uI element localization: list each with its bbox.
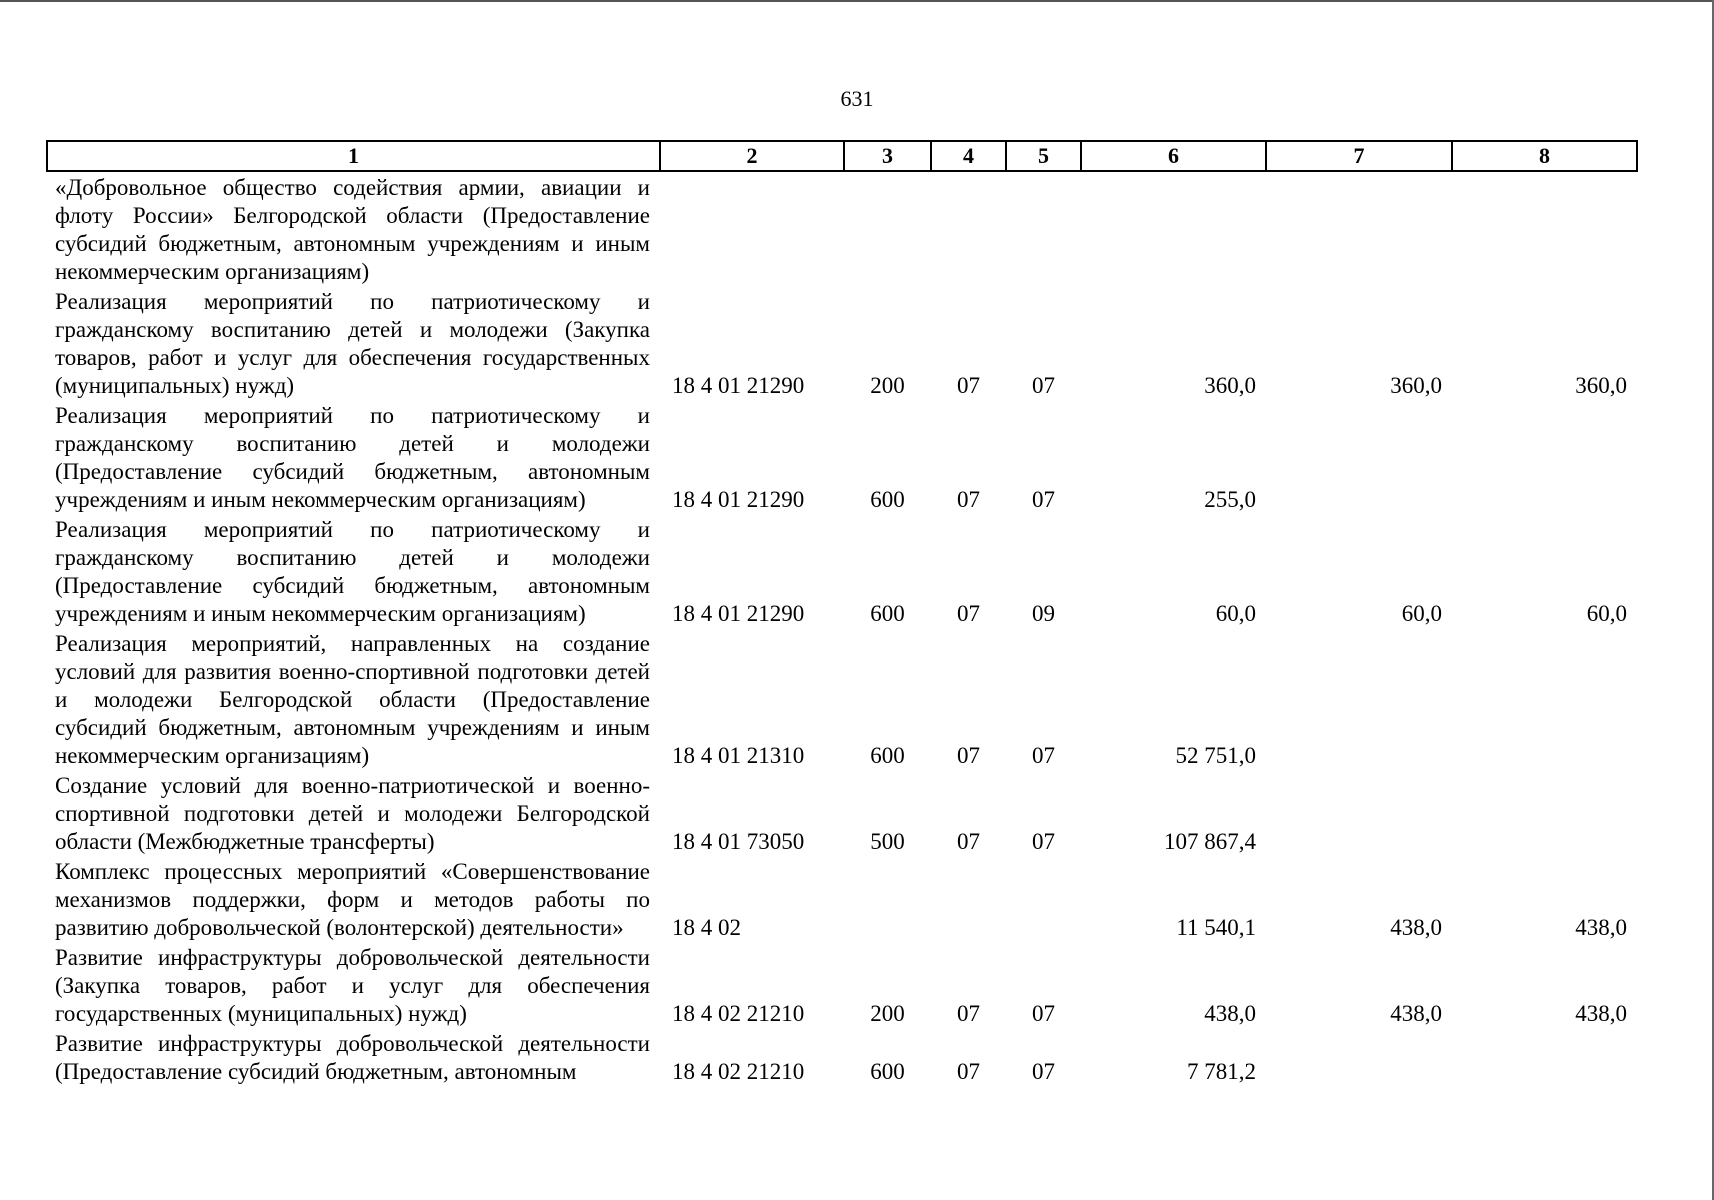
row-amount-1: 255,0 bbox=[1204, 487, 1256, 512]
row-section: 07 bbox=[957, 829, 980, 854]
row-name: Развитие инфраструктуры добровольческой деятельности (Предоставление субсидий бюджетным, автономным bbox=[55, 1031, 650, 1084]
table-row bbox=[47, 770, 1637, 856]
table-row bbox=[47, 942, 1637, 1028]
header-cell: 7 bbox=[1266, 141, 1452, 171]
row-expense-type: 600 bbox=[870, 1059, 905, 1084]
row-section: 07 bbox=[957, 1001, 980, 1026]
row-subsection: 07 bbox=[1032, 1001, 1055, 1026]
row-section bbox=[931, 171, 1006, 286]
row-section: 07 bbox=[957, 373, 980, 398]
row-amount-3 bbox=[1452, 628, 1637, 770]
row-amount-2: 438,0 bbox=[1390, 1001, 1442, 1026]
row-expense-type: 600 bbox=[870, 743, 905, 768]
row-amount-2 bbox=[1266, 770, 1452, 856]
row-subsection: 07 bbox=[1032, 829, 1055, 854]
row-section: 07 bbox=[957, 1059, 980, 1084]
row-subsection: 07 bbox=[1032, 373, 1055, 398]
row-name: Реализация мероприятий по патриотическому и гражданскому воспитанию детей и молодежи (Закупка товаров, работ и услуг для обеспечения государственных (муниципальных) нужд) bbox=[55, 289, 650, 398]
row-amount-1: 107 867,4 bbox=[1164, 829, 1256, 854]
row-code: 18 4 01 21290 bbox=[672, 487, 805, 512]
row-expense-type: 600 bbox=[870, 487, 905, 512]
row-name: Реализация мероприятий, направленных на создание условий для развития военно-спортивной подготовки детей и молодежи Белгородской области (Предоставление субсидий бюджетным, автономным учреждениям и иным некоммерческим организациям) bbox=[55, 631, 650, 768]
row-name: Комплекс процессных мероприятий «Совершенствование механизмов поддержки, форм и методов работы по развитию добровольческой (волонтерской) деятельности» bbox=[55, 859, 650, 940]
row-code: 18 4 02 21210 bbox=[672, 1059, 805, 1084]
header-cell: 4 bbox=[931, 141, 1006, 171]
row-code bbox=[660, 171, 844, 286]
row-expense-type: 200 bbox=[870, 373, 905, 398]
header-cell: 2 bbox=[660, 141, 844, 171]
row-name: Развитие инфраструктуры добровольческой деятельности (Закупка товаров, работ и услуг для обеспечения государственных (муниципальных) нужд) bbox=[55, 945, 650, 1026]
row-subsection bbox=[1006, 856, 1081, 942]
row-amount-2 bbox=[1266, 171, 1452, 286]
table-row bbox=[47, 171, 1637, 286]
table-row bbox=[47, 400, 1637, 514]
row-expense-type: 500 bbox=[870, 829, 905, 854]
row-name: Реализация мероприятий по патриотическому и гражданскому воспитанию детей и молодежи (Предоставление субсидий бюджетным, автономным учреждениям и иным некоммерческим организациям) bbox=[55, 403, 650, 512]
row-name: Создание условий для военно-патриотической и военно-спортивной подготовки детей и молодежи Белгородской области (Межбюджетные трансферты) bbox=[55, 773, 650, 854]
row-code: 18 4 02 bbox=[672, 915, 741, 940]
row-code: 18 4 01 21290 bbox=[672, 373, 805, 398]
row-code: 18 4 01 21290 bbox=[672, 601, 805, 626]
row-expense-type bbox=[844, 171, 931, 286]
row-amount-3: 438,0 bbox=[1575, 915, 1627, 940]
row-name: «Добровольное общество содействия армии, авиации и флоту России» Белгородской области (Предоставление субсидий бюджетным, автономным учреждениям и иным некоммерческим организациям) bbox=[55, 175, 650, 284]
row-section: 07 bbox=[957, 601, 980, 626]
row-amount-1: 360,0 bbox=[1204, 373, 1256, 398]
table-row bbox=[47, 628, 1637, 770]
row-amount-1: 52 751,0 bbox=[1175, 743, 1256, 768]
row-section: 07 bbox=[957, 743, 980, 768]
header-cell: 1 bbox=[47, 141, 660, 171]
table-row bbox=[47, 286, 1637, 400]
row-subsection: 07 bbox=[1032, 1059, 1055, 1084]
table-row bbox=[47, 514, 1637, 628]
row-amount-1: 7 781,2 bbox=[1187, 1059, 1256, 1084]
budget-table bbox=[46, 140, 1638, 1086]
row-expense-type: 200 bbox=[870, 1001, 905, 1026]
row-amount-3: 360,0 bbox=[1575, 373, 1627, 398]
row-amount-1 bbox=[1081, 171, 1266, 286]
row-code: 18 4 01 73050 bbox=[672, 829, 805, 854]
table-row bbox=[47, 1028, 1637, 1086]
row-code: 18 4 01 21310 bbox=[672, 743, 805, 768]
row-subsection: 07 bbox=[1032, 743, 1055, 768]
header-cell: 3 bbox=[844, 141, 931, 171]
header-cell: 6 bbox=[1081, 141, 1266, 171]
header-cell: 8 bbox=[1452, 141, 1637, 171]
scan-edge-top bbox=[0, 0, 1714, 2]
row-amount-2: 60,0 bbox=[1401, 601, 1442, 626]
row-section: 07 bbox=[957, 487, 980, 512]
row-amount-3 bbox=[1452, 770, 1637, 856]
row-amount-1: 438,0 bbox=[1204, 1001, 1256, 1026]
row-name: Реализация мероприятий по патриотическому и гражданскому воспитанию детей и молодежи (Предоставление субсидий бюджетным, автономным учреждениям и иным некоммерческим организациям) bbox=[55, 517, 650, 626]
row-amount-2 bbox=[1266, 1028, 1452, 1086]
table-row bbox=[47, 856, 1637, 942]
row-subsection: 09 bbox=[1032, 601, 1055, 626]
row-amount-2: 438,0 bbox=[1390, 915, 1442, 940]
row-amount-2 bbox=[1266, 628, 1452, 770]
table-header-row bbox=[47, 141, 1637, 171]
row-section bbox=[931, 856, 1006, 942]
row-amount-3: 438,0 bbox=[1575, 1001, 1627, 1026]
row-amount-2 bbox=[1266, 400, 1452, 514]
table-body bbox=[47, 171, 1637, 1086]
row-amount-3: 60,0 bbox=[1586, 601, 1627, 626]
row-amount-1: 11 540,1 bbox=[1176, 915, 1256, 940]
page-number: 631 bbox=[840, 86, 874, 111]
header-cell: 5 bbox=[1006, 141, 1081, 171]
row-amount-3 bbox=[1452, 1028, 1637, 1086]
row-amount-2: 360,0 bbox=[1390, 373, 1442, 398]
row-amount-3 bbox=[1452, 400, 1637, 514]
row-amount-3 bbox=[1452, 171, 1637, 286]
row-expense-type bbox=[844, 856, 931, 942]
row-expense-type: 600 bbox=[870, 601, 905, 626]
row-amount-1: 60,0 bbox=[1215, 601, 1256, 626]
row-code: 18 4 02 21210 bbox=[672, 1001, 805, 1026]
row-subsection: 07 bbox=[1032, 487, 1055, 512]
row-subsection bbox=[1006, 171, 1081, 286]
